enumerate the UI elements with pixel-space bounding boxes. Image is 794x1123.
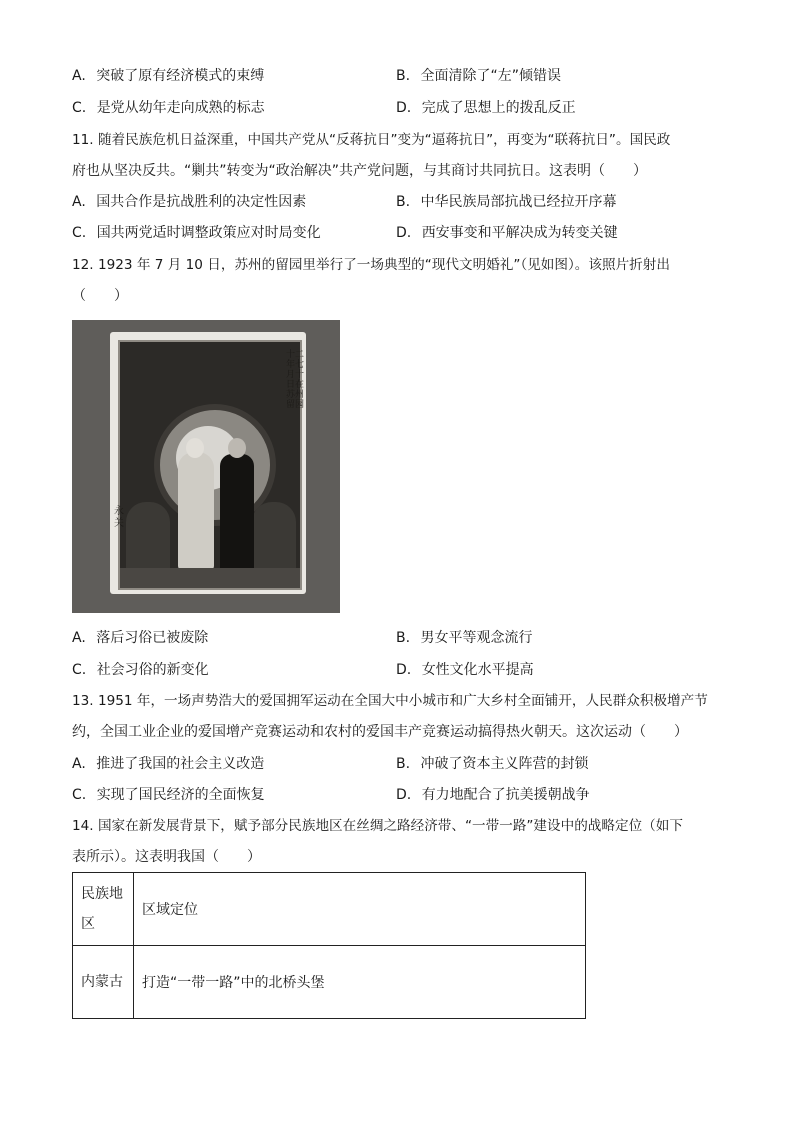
q11-option-b[interactable] [396, 192, 617, 212]
q10-option-d[interactable] [396, 98, 576, 118]
option-letter: D. [396, 225, 412, 241]
table-cell: 内蒙古 [73, 946, 134, 1019]
q10-option-c[interactable] [72, 98, 265, 118]
option-text: 中华民族局部抗战已经拉开序幕 [420, 194, 617, 210]
region-positioning-table [72, 872, 586, 1019]
option-letter: B. [396, 194, 411, 210]
wedding-photo [72, 320, 340, 613]
photo-frame [110, 332, 306, 594]
option-text: 是党从幼年走向成熟的标志 [96, 100, 265, 116]
q13-option-a[interactable] [72, 754, 264, 774]
table-cell: 打造“一带一路”中的北桥头堡 [134, 946, 586, 1019]
q10-option-a[interactable] [72, 66, 264, 86]
option-letter: B. [396, 756, 411, 772]
table-header-cell: 民族地区 [73, 873, 134, 946]
bride-figure [178, 452, 214, 570]
photo-inscription-right: 十二年七月十日在苏州留园 [286, 350, 305, 410]
table-header-cell: 区域定位 [134, 873, 586, 946]
q10-option-b[interactable] [396, 66, 561, 86]
q13-option-d[interactable] [396, 785, 590, 805]
option-text: 完成了思想上的拨乱反正 [421, 100, 576, 116]
q11-option-a[interactable] [72, 192, 306, 212]
q12-option-b[interactable] [396, 628, 533, 648]
option-text: 推进了我国的社会主义改造 [96, 756, 265, 772]
q14-stem-line-1: 14. 国家在新发展背景下，赋予部分民族地区在丝绸之路经济带、“一带一路”建设中的战略定位（如下 [72, 818, 683, 834]
q11-stem-line-2: 府也从坚决反共。“剿共”转变为“政治解决”共产党问题，与其商讨共同抗日。这表明（ ） [72, 163, 648, 179]
q11-option-c[interactable] [72, 223, 321, 243]
table-row [73, 946, 586, 1019]
q13-option-b[interactable] [396, 754, 589, 774]
q13-option-c[interactable] [72, 785, 265, 805]
option-text: 国共合作是抗战胜利的决定性因素 [96, 194, 307, 210]
q11-option-d[interactable] [396, 223, 618, 243]
option-letter: B. [396, 68, 411, 84]
groom-head [228, 438, 246, 458]
option-letter: A. [72, 756, 86, 772]
q13-stem-line-1: 13. 1951 年，一场声势浩大的爱国拥军运动在全国大中小城市和广大乡村全面铺开，人民群众积极增产节 [72, 693, 708, 709]
photo-inscription-left: 永关 [114, 506, 124, 529]
q12-stem-line-1: 12. 1923 年 7 月 10 日，苏州的留园里举行了一场典型的“现代文明婚礼”（见如图）。该照片折射出 [72, 257, 670, 273]
option-letter: A. [72, 194, 86, 210]
q11-stem-line-1: 11. 随着民族危机日益深重，中国共产党从“反蒋抗日”变为“逼蒋抗日”，再变为“联蒋抗日”。国民政 [72, 132, 671, 148]
option-text: 有力地配合了抗美援朝战争 [421, 787, 590, 803]
bride-head [186, 438, 204, 458]
q14-stem-line-2: 表所示）。这表明我国（ ） [72, 849, 261, 865]
option-letter: D. [396, 662, 412, 678]
option-text: 突破了原有经济模式的束缚 [96, 68, 265, 84]
option-text: 社会习俗的新变化 [96, 662, 209, 678]
option-letter: C. [72, 100, 87, 116]
option-text: 落后习俗已被废除 [96, 630, 209, 646]
option-text: 女性文化水平提高 [421, 662, 534, 678]
option-letter: D. [396, 100, 412, 116]
option-text: 男女平等观念流行 [420, 630, 533, 646]
table-header-row [73, 873, 586, 946]
option-text: 冲破了资本主义阵营的封锁 [420, 756, 589, 772]
option-letter: C. [72, 662, 87, 678]
q12-option-c[interactable] [72, 660, 209, 680]
option-letter: A. [72, 68, 86, 84]
option-text: 全面清除了“左”倾错误 [420, 68, 562, 84]
photo-scene [118, 340, 305, 590]
q12-option-a[interactable] [72, 628, 208, 648]
q13-stem-line-2: 约，全国工业企业的爱国增产竞赛运动和农村的爱国丰产竞赛运动搞得热火朝天。这次运动（ ） [72, 724, 688, 740]
option-letter: A. [72, 630, 86, 646]
groom-figure [220, 454, 254, 572]
option-text: 西安事变和平解决成为转变关键 [421, 225, 618, 241]
q12-stem-line-2: （ ） [72, 288, 128, 304]
option-letter: C. [72, 787, 87, 803]
option-text: 国共两党适时调整政策应对时局变化 [96, 225, 321, 241]
option-letter: D. [396, 787, 412, 803]
option-letter: C. [72, 225, 87, 241]
floor [120, 568, 300, 588]
option-letter: B. [396, 630, 411, 646]
option-text: 实现了国民经济的全面恢复 [96, 787, 265, 803]
q12-option-d[interactable] [396, 660, 534, 680]
